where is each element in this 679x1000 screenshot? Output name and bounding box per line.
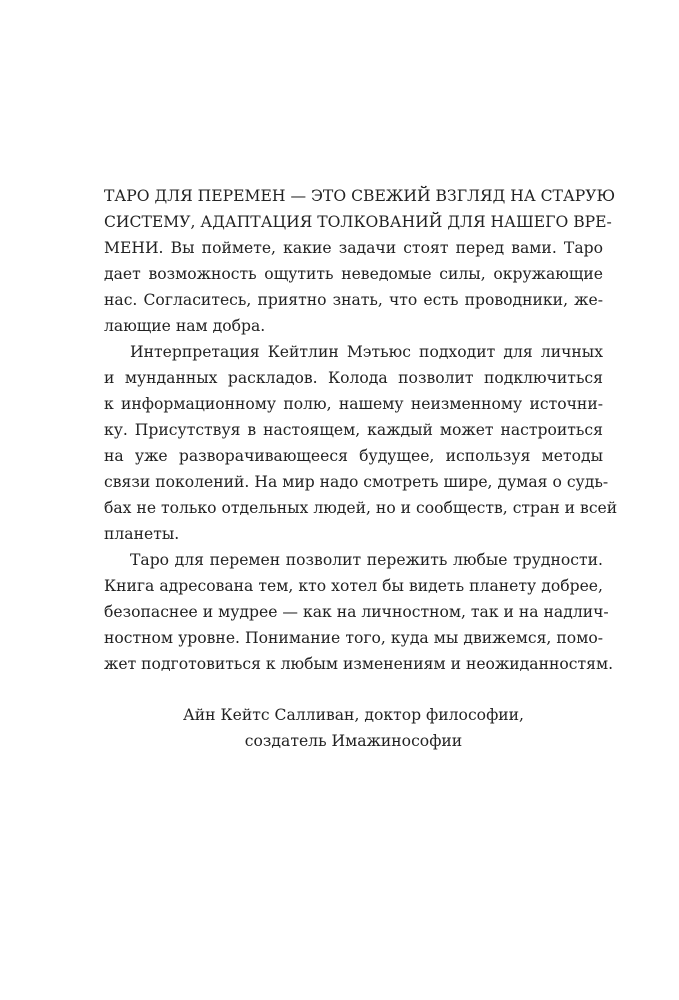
body-text: [104, 183, 618, 677]
text-line: нас. Согласитесь, приятно знать, что есть проводники, же-: [104, 291, 603, 309]
page-content: [104, 183, 618, 754]
text-line: дает возможность ощутить неведомые силы, окружающие: [104, 265, 603, 283]
text-line: связи поколений. На мир надо смотреть шире, думая о судь-: [104, 473, 609, 491]
text-line: Таро для перемен позволит пережить любые трудности.: [130, 551, 603, 569]
text-line: Книга адресована тем, кто хотел бы видеть планету добрее,: [104, 577, 603, 595]
text-line: к информационному полю, нашему неизменному источни-: [104, 395, 603, 413]
text-line: ТАРО ДЛЯ ПЕРЕМЕН — ЭТО СВЕЖИЙ ВЗГЛЯД НА СТАРУЮ: [104, 187, 616, 205]
text-line: ку. Присутствуя в настоящем, каждый может настроиться: [104, 421, 603, 439]
signature-author: Айн Кейтс Салливан, доктор философии,: [182, 706, 525, 724]
signature-title: создатель Имажинософии: [244, 732, 463, 750]
text-line: Интерпретация Кейтлин Мэтьюс подходит для личных: [130, 343, 603, 361]
text-line: жет подготовиться к любым изменениям и неожиданностям.: [104, 655, 614, 673]
text-line: МЕНИ. Вы поймете, какие задачи стоят перед вами. Таро: [104, 239, 603, 257]
text-line: лающие нам добра.: [104, 317, 266, 335]
text-line: и мунданных раскладов. Колода позволит подключиться: [104, 369, 603, 387]
text-line: на уже разворачивающееся будущее, используя методы: [104, 447, 603, 465]
text-line: ностном уровне. Понимание того, куда мы движемся, помо-: [104, 629, 603, 647]
signature: [104, 702, 603, 754]
text-line: бах не только отдельных людей, но и сообществ, стран и всей: [104, 499, 618, 517]
text-line: планеты.: [104, 525, 180, 543]
text-line: СИСТЕМУ, АДАПТАЦИЯ ТОЛКОВАНИЙ ДЛЯ НАШЕГО ВРЕ-: [104, 213, 612, 231]
text-line: безопаснее и мудрее — как на личностном, так и на надлич-: [104, 603, 609, 621]
